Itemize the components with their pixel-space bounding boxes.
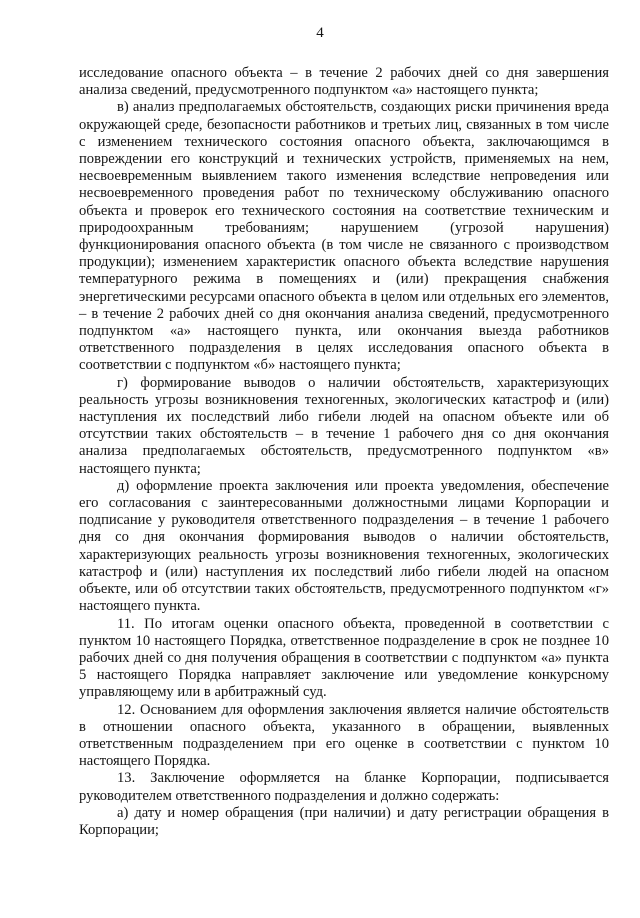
paragraph-item-d: д) оформление проекта заключения или проекта уведомления, обеспечение его согласования с заинтересованными должностными лицами Корпорации и подписание у руководителя ответственного подразделения – в течение 1 рабочего дня со дня окончания формирования выводов о наличии обстоятельств, характеризующих реальность угрозы возникновения техногенных, экологических катастроф и (или) наступления их последствий либо гибели людей на опасном объекте, или об отсутствии таких обстоятельств, предусмотренного подпунктом «г» настоящего пункта. bbox=[79, 477, 609, 615]
paragraph-continuation: исследование опасного объекта – в течение 2 рабочих дней со дня завершения анализа сведений, предусмотренного подпунктом «а» настоящего пункта; bbox=[79, 65, 609, 99]
paragraph-item-g: г) формирование выводов о наличии обстоятельств, характеризующих реальность угрозы возникновения техногенных, экологических катастроф и (или) наступления их последствий либо гибели людей на опасном объекте или об отсутствии таких обстоятельств – в течение 1 рабочего дня со дня окончания анализа предполагаемых обстоятельств, предусмотренного подпунктом «в» настоящего пункта; bbox=[79, 374, 609, 477]
page-number: 4 bbox=[316, 25, 324, 41]
paragraph-point-12: 12. Основанием для оформления заключения является наличие обстоятельств в отношении опасного объекта, указанного в обращении, выявленных ответственным подразделением при его оценке в соответствии с пунктом 10 настоящего Порядка. bbox=[79, 701, 609, 770]
paragraph-point-13: 13. Заключение оформляется на бланке Корпорации, подписывается руководителем ответственного подразделения и должно содержать: bbox=[79, 770, 609, 804]
paragraph-item-v: в) анализ предполагаемых обстоятельств, создающих риски причинения вреда окружающей среде, безопасности работников и третьих лиц, связанных в том числе с изменением технического состояния опасного объекта, заключающимся в повреждении его конструкций и технических устройств, применяемых на нем, несвоевременным выявлением такого изменения вследствие непроведения или несвоевременного проведения работ по техническому обслуживанию опасного объекта и проверок его технического состояния на соответствие техническим и природоохранным требованиям; нарушением (угрозой нарушения) функционирования опасного объекта (в том числе не связанного с производством продукции); изменением характеристик опасного объекта вследствие нарушения температурного режима в помещениях и (или) прекращения снабжения энергетическими ресурсами опасного объекта в целом или отдельных его элементов, – в течение 2 рабочих дней со дня окончания анализа сведений, предусмотренного подпунктом «а» настоящего пункта, или окончания выезда работников ответственного подразделения в целях исследования опасного объекта в соответствии с подпунктом «б» настоящего пункта; bbox=[79, 99, 609, 374]
paragraph-item-a: а) дату и номер обращения (при наличии) и дату регистрации обращения в Корпорации; bbox=[79, 804, 609, 838]
paragraph-point-11: 11. По итогам оценки опасного объекта, проведенной в соответствии с пунктом 10 настоящего Порядка, ответственное подразделение в срок не позднее 10 рабочих дней со дня получения обращения в соответствии с подпунктом «а» пункта 5 настоящего Порядка направляет заключение или уведомление конкурсному управляющему или в арбитражный суд. bbox=[79, 615, 609, 701]
document-body bbox=[79, 65, 609, 839]
